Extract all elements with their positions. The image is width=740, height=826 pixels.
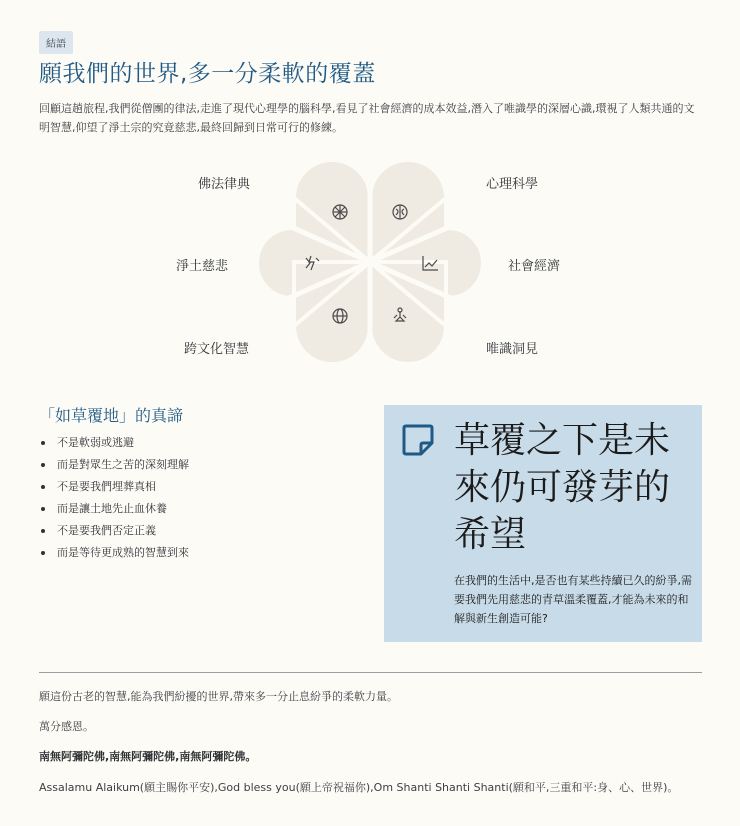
list-item: 而是等待更成熟的智慧到來 [39,542,189,564]
flower-label-psychology: 心理科學 [486,177,539,192]
quote-card [384,405,702,642]
section-tag: 結語 [39,31,73,54]
blessings-line: Assalamu Alaikum(願主賜你平安),God bless you(願上帝祝福你),Om Shanti Shanti Shanti(願和平,三重和平:身、心、世界)。 [39,781,679,794]
list-item: 而是對眾生之苦的深刻理解 [39,454,189,476]
flower-label-pure-land: 淨土慈悲 [176,259,229,274]
dharma-wheel-icon [333,205,347,219]
list-item: 不是軟弱或逃避 [39,432,189,454]
truth-list [39,432,189,564]
quote-heading: 草覆之下是未來仍可發芽的希望 [454,420,671,555]
flower-label-socioeconomics: 社會經濟 [508,259,561,274]
closing-line: 願這份古老的智慧,能為我們紛擾的世界,帶來多一分止息紛爭的柔軟力量。 [39,690,398,703]
gratitude-line: 萬分感恩。 [39,720,94,733]
amitabha-line: 南無阿彌陀佛,南無阿彌陀佛,南無阿彌陀佛。 [39,750,257,763]
six-petal-flower-diagram [0,150,740,380]
quote-text: 在我們的生活中,是否也有某些持續已久的紛爭,需要我們先用慈悲的青草溫柔覆蓋,才能為未來的和解與新生創造可能? [454,574,692,625]
page-title: 願我們的世界,多一分柔軟的覆蓋 [39,61,376,87]
list-item: 而是讓土地先止血休養 [39,498,189,520]
flower-label-cross-cultural: 跨文化智慧 [184,342,250,357]
flower-label-buddhist-law: 佛法律典 [198,177,251,192]
section-heading: 「如草覆地」的真諦 [39,406,184,425]
flower-label-yogacara: 唯識洞見 [486,342,539,357]
divider [39,672,702,673]
list-item: 不是要我們否定正義 [39,520,189,542]
note-icon [401,423,435,457]
list-item: 不是要我們埋葬真相 [39,476,189,498]
intro-paragraph: 回顧這趟旅程,我們從僧團的律法,走進了現代心理學的腦科學,看見了社會經濟的成本效益,潛入了唯識學的深層心識,環視了人類共通的文明智慧,仰望了淨土宗的究竟慈悲,最終回歸到日常可行的修練。 [39,102,695,134]
